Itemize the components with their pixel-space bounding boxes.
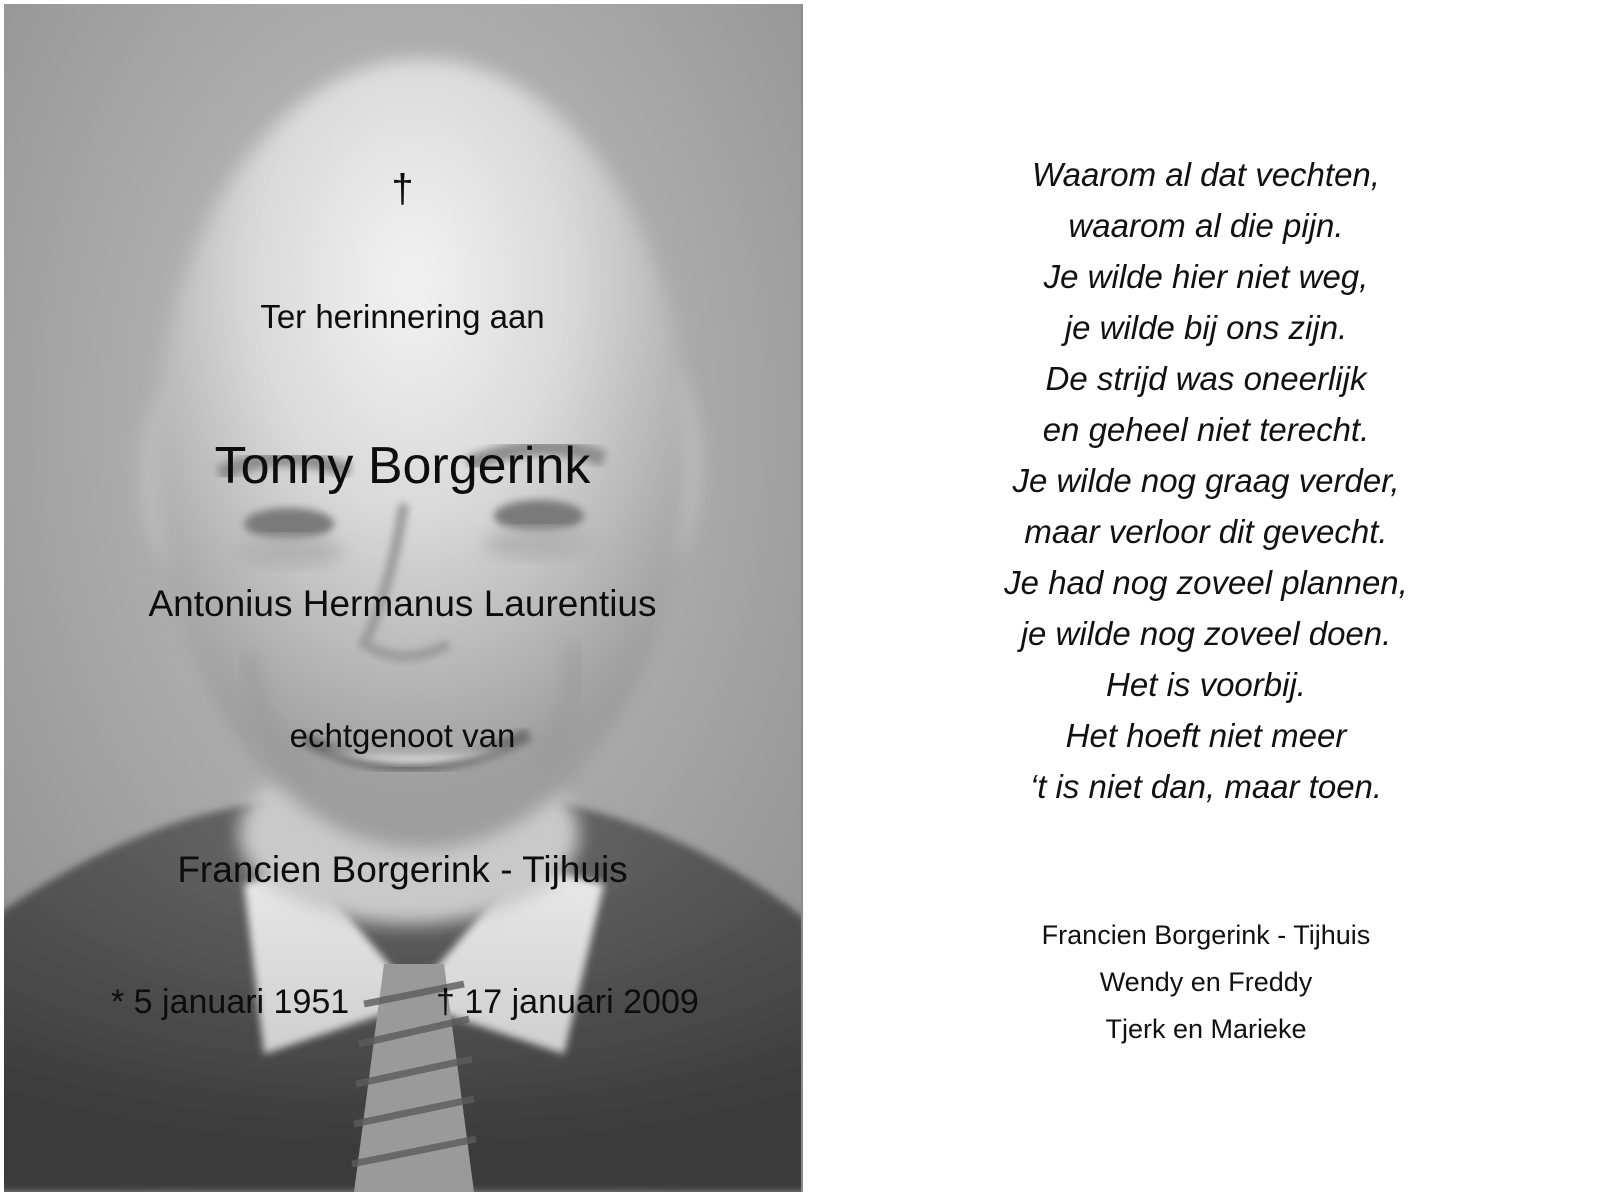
poem [806, 149, 1603, 812]
family-signatures [806, 912, 1603, 1053]
family-name: Francien Borgerink - Tijhuis [1041, 920, 1371, 950]
poem-line: en geheel niet terecht. [1042, 411, 1370, 448]
cross-symbol: † [391, 167, 414, 211]
life-dates [4, 980, 801, 1024]
poem-line: Het is voorbij. [1106, 666, 1306, 703]
poem-line: je wilde bij ons zijn. [1064, 309, 1348, 346]
intro-text: Ter herinnering aan [260, 298, 545, 335]
memorial-card-front [4, 4, 803, 1192]
family-name: Wendy en Freddy [1099, 967, 1313, 997]
family-name: Tjerk en Marieke [1105, 1014, 1307, 1044]
deceased-name: Tonny Borgerink [214, 437, 591, 495]
poem-line: maar verloor dit gevecht. [1024, 513, 1388, 550]
memorial-card-back [806, 4, 1601, 1192]
poem-line: Je wilde hier niet weg, [1043, 258, 1369, 295]
poem-line: Waarom al dat vechten, [1032, 156, 1380, 193]
deceased-full-name: Antonius Hermanus Laurentius [148, 583, 657, 624]
birth-date: * 5 januari 1951 [111, 983, 350, 1021]
death-date: † 17 januari 2009 [436, 983, 699, 1021]
poem-line: ‘t is niet dan, maar toen. [1029, 768, 1383, 805]
poem-line: Je wilde nog graag verder, [1012, 462, 1400, 499]
poem-line: Het hoeft niet meer [1065, 717, 1347, 754]
poem-line: Je had nog zoveel plannen, [1004, 564, 1408, 601]
spouse-name: Francien Borgerink - Tijhuis [177, 849, 628, 890]
poem-line: waarom al die pijn. [1068, 207, 1344, 244]
poem-line: De strijd was oneerlijk [1045, 360, 1367, 397]
relation-text: echtgenoot van [289, 717, 516, 754]
poem-line: je wilde nog zoveel doen. [1020, 615, 1392, 652]
